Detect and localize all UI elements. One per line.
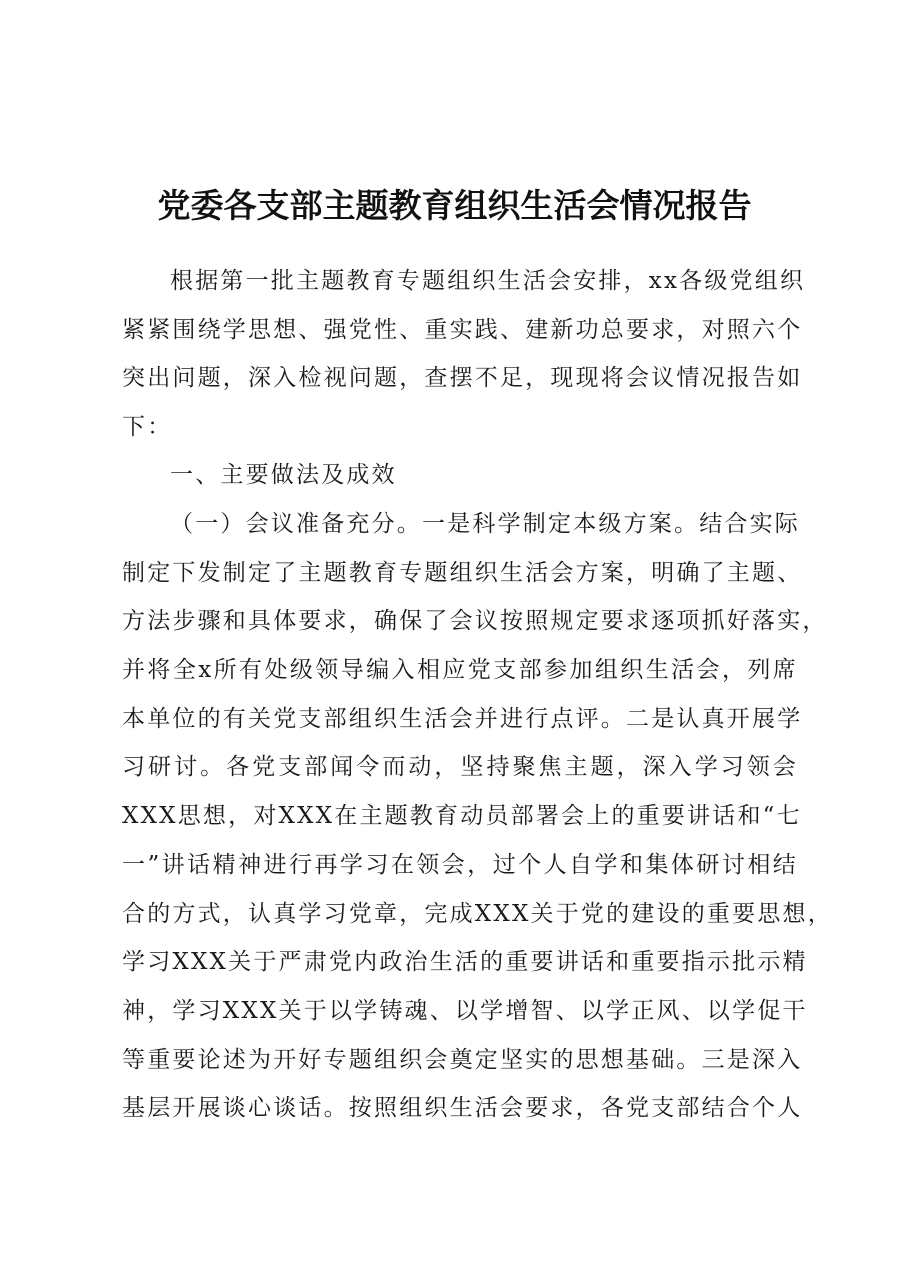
text-line: 等重要论述为开好专题组织会奠定坚实的思想基础。三是深入 [122,1046,803,1073]
text-line: 神，学习XXX关于以学铸魂、以学增智、以学正风、以学促干 [122,997,808,1024]
paragraph-intro [122,257,806,452]
section-heading [122,451,798,500]
text-line: 本单位的有关党支部组织生活会并进行点评。二是认真开展学 [122,705,803,732]
text-line: 紧紧围绕学思想、强党性、重实践、建新功总要求，对照六个 [122,316,803,343]
text-line: XXX思想，对XXX在主题教育动员部署会上的重要讲话和“七 [122,803,802,830]
text-line: 制定下发制定了主题教育专题组织生活会方案，明确了主题、 [122,559,803,586]
text-line: 一”讲话精神进行再学习在领会，过个人自学和集体研讨相结 [122,851,798,878]
text-line: 根据第一批主题教育专题组织生活会安排，xx各级党组织 [170,268,806,294]
text-line: 并将全x所有处级领导编入相应党支部参加组织生活会，列席 [122,657,798,684]
text-line: 方法步骤和具体要求，确保了会议按照规定要求逐项抓好落实， [122,608,828,635]
text-line: 习研讨。各党支部闻令而动，坚持聚焦主题，深入学习领会 [122,754,798,781]
text-line: 合的方式，认真学习党章，完成XXX关于党的建设的重要思想， [122,900,833,927]
text-line: 下： [122,414,173,441]
text-line: （一）会议准备充分。一是科学制定本级方案。结合实际 [170,511,800,537]
paragraph-section-1 [122,500,833,1133]
document-title: 党委各支部主题教育组织生活会情况报告 [157,186,752,225]
text-line: 学习XXX关于严肃党内政治生活的重要讲话和重要指示批示精 [122,949,808,976]
text-line: 突出问题，深入检视问题，查摆不足，现现将会议情况报告如 [122,365,803,392]
heading-text: 一、主要做法及成效 [170,462,397,488]
text-line: 基层开展谈心谈话。按照组织生活会要求，各党支部结合个人 [122,1095,803,1122]
